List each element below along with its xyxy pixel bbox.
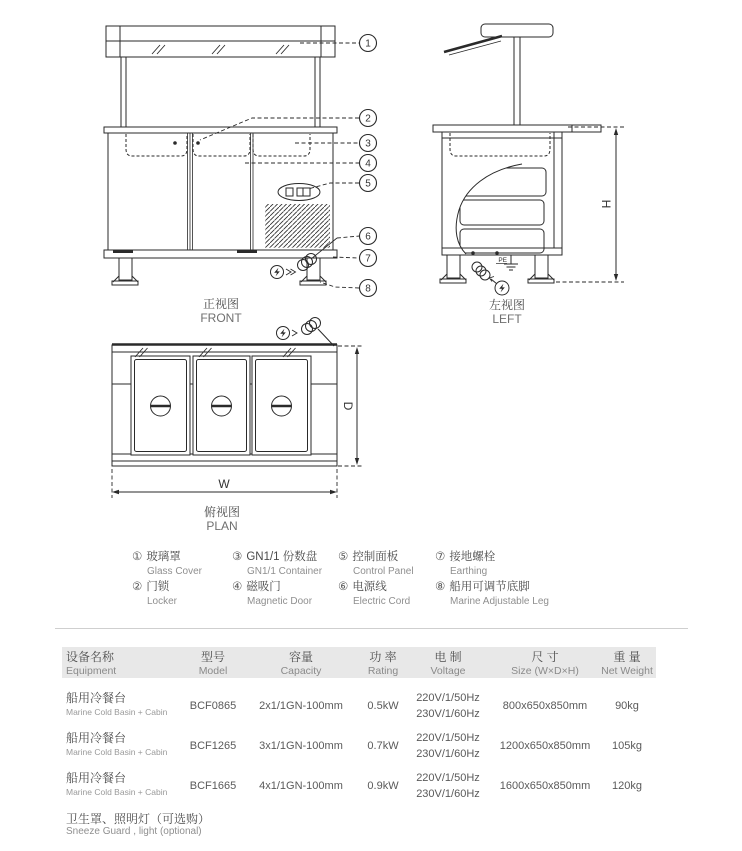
cabinet-side [433, 125, 601, 255]
legend-num: ⑤ [338, 551, 349, 563]
svg-text:1: 1 [365, 38, 371, 50]
glass-cover-canopy [106, 26, 335, 57]
row-size: 800x650x850mm [502, 700, 588, 712]
legend-en: Locker [147, 596, 178, 607]
legend-num: ② [132, 581, 143, 593]
header-size: 尺 寸 Size (W×D×H) [511, 650, 579, 677]
legend-en: Electric Cord [353, 596, 411, 607]
front-label-zh: 正视图 [202, 297, 240, 311]
legend-item [132, 551, 202, 577]
row-name-zh: 船用冷餐台 [66, 691, 127, 705]
row-voltage: 220V/1/50Hz 230V/1/60Hz [416, 692, 480, 720]
lightning-icon [499, 284, 505, 293]
legend-en: Marine Adjustable Leg [450, 596, 549, 607]
plan-view [112, 318, 363, 534]
left-label-en: LEFT [492, 312, 522, 326]
depth-dimension [338, 346, 363, 466]
height-dimension [556, 127, 624, 282]
row-weight: 120kg [612, 780, 642, 792]
row-model: BCF1665 [189, 780, 237, 792]
row-capacity: 4x1/1GN-100mm [259, 780, 343, 792]
svg-text:5: 5 [365, 178, 371, 190]
callout-leaders [200, 43, 360, 288]
legend-en: Earthing [450, 566, 488, 577]
lightning-icon [280, 329, 286, 338]
row-rating: 0.9kW [367, 780, 399, 792]
canopy-posts [121, 57, 320, 127]
row-capacity: 2x1/1GN-100mm [259, 700, 343, 712]
row-size: 1200x650x850mm [499, 740, 591, 752]
row-name-en: Marine Cold Basin + Cabin [66, 707, 168, 717]
legend-zh: 船用可调节底脚 [449, 581, 530, 593]
row-voltage: 220V/1/50Hz 230V/1/60Hz [416, 732, 480, 760]
svg-text:4: 4 [365, 158, 371, 170]
svg-text:8: 8 [365, 283, 371, 295]
row-model: BCF0865 [189, 700, 237, 712]
legend-en: GN1/1 Container [247, 566, 323, 577]
legend-en: Glass Cover [147, 566, 203, 577]
gn-pans-front [126, 134, 310, 156]
legend-zh: 磁吸门 [246, 581, 281, 593]
dim-h-label: H [599, 199, 613, 209]
svg-text:7: 7 [365, 253, 371, 265]
legend-num: ⑧ [435, 581, 446, 593]
svg-text:2: 2 [365, 113, 371, 125]
legend-zh: 控制面板 [352, 551, 399, 563]
row-model: BCF1265 [189, 740, 237, 752]
header-rating: 功 率 Rating [367, 650, 399, 677]
vent-grille [265, 204, 330, 248]
legend-en: Control Panel [353, 566, 414, 577]
dim-d-label: D [341, 401, 355, 411]
gn-pans-plan [131, 348, 311, 455]
front-label-en: FRONT [200, 311, 242, 325]
row-name-en: Marine Cold Basin + Cabin [66, 747, 168, 757]
legend-item [338, 551, 414, 577]
front-view [104, 26, 337, 325]
width-dimension [112, 469, 337, 498]
left-label-zh: 左视图 [488, 298, 526, 312]
legend-item [435, 551, 495, 577]
legend-item [232, 581, 312, 607]
callout-numbers [365, 39, 371, 295]
header-equipment: 设备名称 Equipment [66, 650, 117, 677]
row-rating: 0.5kW [367, 700, 399, 712]
glass-panel-side [444, 36, 502, 55]
legend-num: ① [132, 551, 143, 563]
legend-en: Magnetic Door [247, 596, 313, 607]
power-cord-plan [277, 318, 335, 347]
legend-num: ⑦ [435, 551, 446, 563]
legend-item [232, 551, 322, 577]
lightning-icon [274, 268, 280, 277]
header-voltage: 电 制 Voltage [430, 650, 466, 677]
control-panel [278, 184, 320, 201]
legend-item [338, 581, 410, 607]
table-top-divider [55, 628, 688, 629]
legend-zh: 门锁 [146, 581, 170, 593]
dim-w-label: W [218, 477, 230, 491]
row-name-zh: 船用冷餐台 [66, 771, 127, 785]
legend-zh: 玻璃罩 [146, 551, 181, 563]
countertop [104, 127, 337, 133]
plan-label-en: PLAN [206, 519, 238, 533]
legend-item [132, 581, 177, 607]
header-capacity: 容量 Capacity [280, 650, 322, 677]
power-cord-front [271, 254, 317, 279]
row-voltage: 220V/1/50Hz 230V/1/60Hz [416, 772, 480, 800]
pe-label: PE [498, 257, 507, 264]
adjustable-legs-side [440, 255, 554, 283]
row-capacity: 3x1/1GN-100mm [259, 740, 343, 752]
row-size: 1600x650x850mm [499, 780, 591, 792]
legend-num: ⑥ [338, 581, 349, 593]
power-cord-side [472, 262, 509, 295]
row-weight: 90kg [615, 700, 639, 712]
base-rail [104, 250, 337, 258]
row-weight: 105kg [612, 740, 642, 752]
glass-hatch-marks [152, 45, 289, 54]
left-view [433, 24, 624, 326]
legend-zh: GN1/1 份数盘 [246, 551, 318, 563]
row-name-en: Marine Cold Basin + Cabin [66, 787, 168, 797]
svg-text:6: 6 [365, 231, 371, 243]
basin-side [450, 133, 550, 156]
legend-zh: 电源线 [352, 581, 387, 593]
plan-label-zh: 俯视图 [203, 505, 241, 519]
svg-text:3: 3 [365, 138, 371, 150]
footnote-en: Sneeze Guard , light (optional) [66, 826, 202, 837]
header-model: 型号 Model [198, 650, 228, 677]
header-weight: 重 量 Net Weight [601, 650, 653, 677]
legend-item [435, 581, 549, 607]
row-name-zh: 船用冷餐台 [66, 731, 127, 745]
row-rating: 0.7kW [367, 740, 399, 752]
footnote-zh: 卫生罩、照明灯（可选购） [66, 812, 211, 826]
legend-zh: 接地螺栓 [449, 551, 496, 563]
legend-num: ④ [232, 581, 243, 593]
legend-num: ③ [232, 551, 243, 563]
